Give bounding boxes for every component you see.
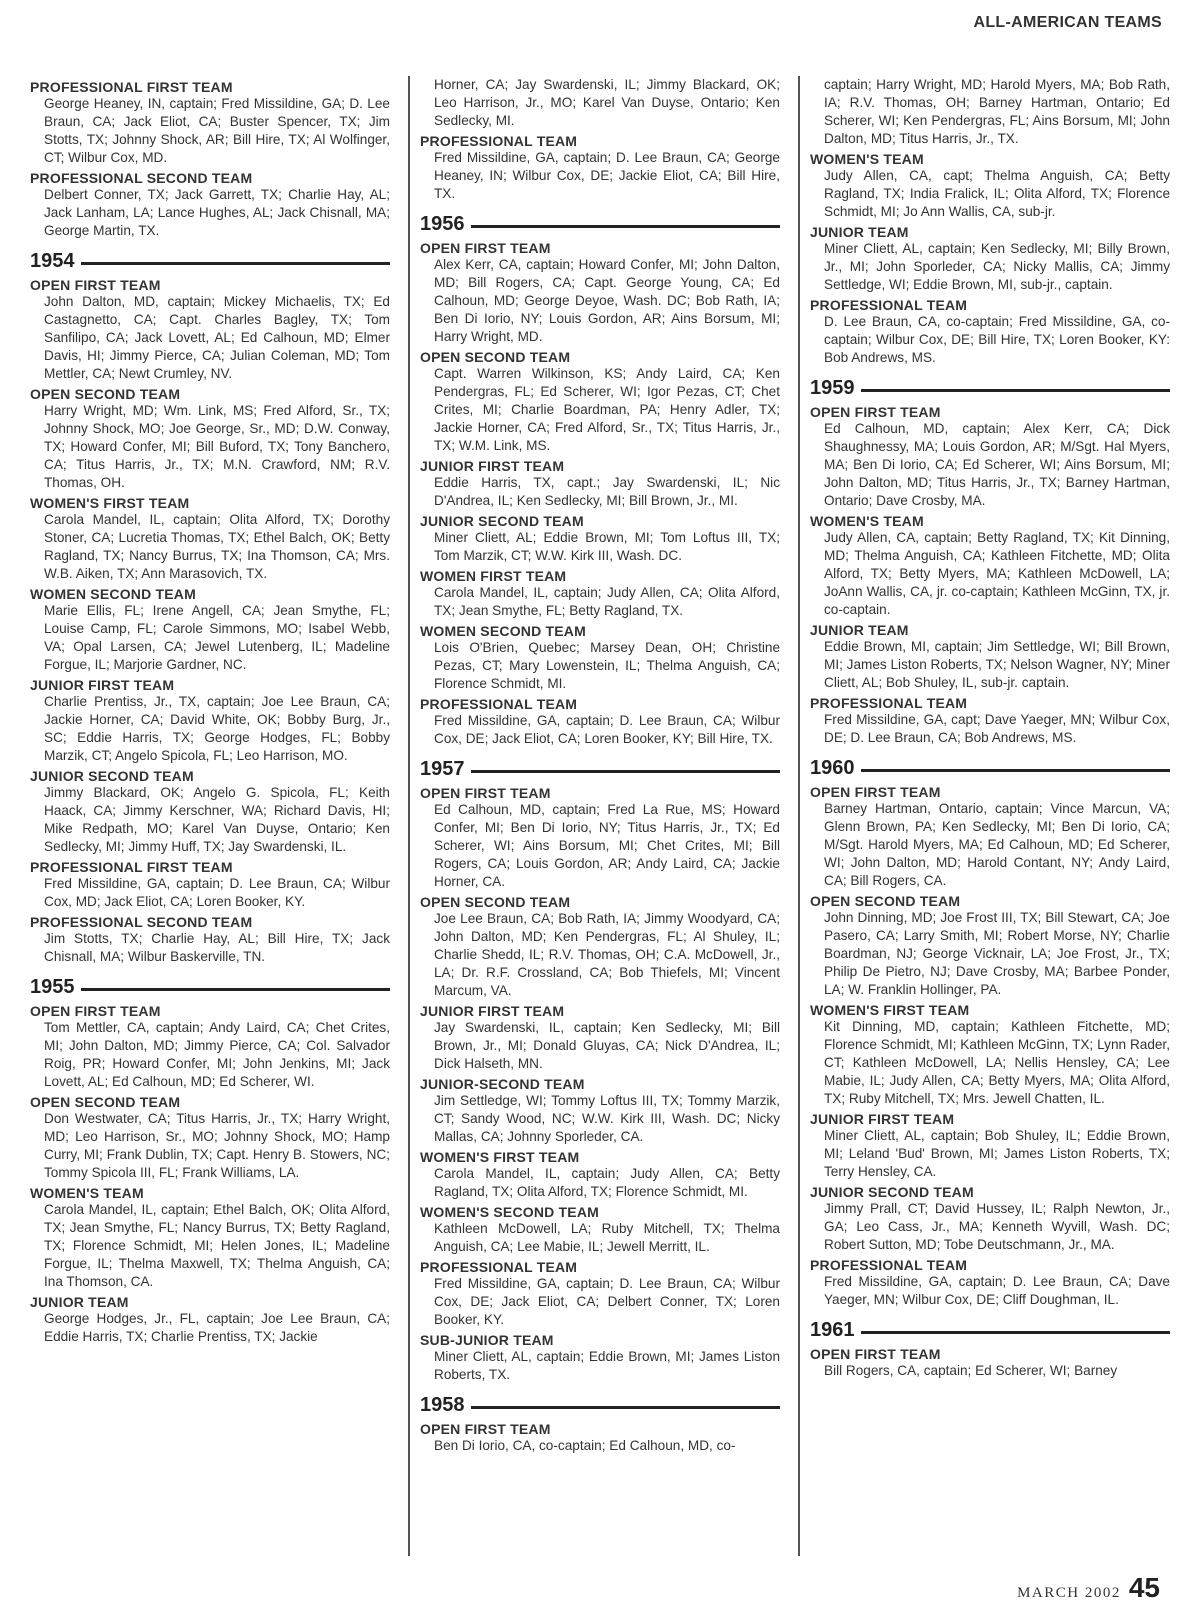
team-members: Judy Allen, CA, captain; Betty Ragland, TX; Kit Dinning, MD; Thelma Anguish, CA; Kathleen Fitchette, MD; Olita Alford, TX; Betty Myers, MA; Kathleen McDowell, LA; JoAnn Wallis, CA, jr. co-captain; Kathleen McGinn, TX, jr. co-captain. — [824, 530, 1170, 617]
team-members: John Dinning, MD; Joe Frost III, TX; Bill Stewart, CA; Joe Pasero, CA; Larry Smith, MI; Robert Morse, NY; Charlie Boardman, NJ; George Vicknair, LA; Joe Frost, Jr., TX; Philip De Pietro, NJ; Dave Crosby, MA; Barbee Ponder, LA; W. Franklin Hollinger, PA. — [824, 910, 1170, 997]
team-section — [30, 859, 390, 911]
team-section — [30, 586, 390, 674]
team-title: WOMEN'S SECOND TEAM — [420, 1204, 600, 1220]
team-title: WOMEN'S FIRST TEAM — [810, 1002, 970, 1018]
team-section — [420, 513, 780, 565]
section-header: ALL-AMERICAN TEAMS — [973, 14, 1162, 31]
team-title: WOMEN FIRST TEAM — [420, 568, 567, 584]
team-section — [420, 1421, 780, 1455]
page-number: 45 — [1128, 1572, 1160, 1603]
column-3 — [798, 76, 1170, 1556]
team-title: WOMEN'S TEAM — [30, 1185, 144, 1201]
team-section — [30, 677, 390, 765]
team-title: JUNIOR FIRST TEAM — [420, 1003, 565, 1019]
year-label: 1961 — [810, 1319, 855, 1341]
team-section — [810, 1111, 1170, 1181]
team-section — [30, 386, 390, 492]
team-title: WOMEN'S TEAM — [810, 151, 924, 167]
team-section — [30, 768, 390, 856]
column-2 — [408, 76, 780, 1556]
team-title: OPEN SECOND TEAM — [420, 349, 571, 365]
year-heading — [810, 377, 1170, 400]
team-members: Fred Missildine, GA, capt; Dave Yaeger, MN; Wilbur Cox, DE; D. Lee Braun, CA; Bob Andrews, MS. — [824, 712, 1170, 745]
team-section — [420, 1003, 780, 1073]
team-section — [810, 1002, 1170, 1108]
team-section — [810, 297, 1170, 367]
team-title: OPEN FIRST TEAM — [810, 1346, 941, 1362]
year-label: 1958 — [420, 1394, 465, 1416]
year-rule — [861, 389, 1171, 392]
team-members: Lois O'Brien, Quebec; Marsey Dean, OH; Christine Pezas, CT; Mary Lowenstein, IL; Thelma Anguish, CA; Florence Schmidt, MI. — [434, 640, 780, 691]
team-title: PROFESSIONAL SECOND TEAM — [30, 914, 253, 930]
team-section — [30, 1003, 390, 1091]
team-section — [420, 1259, 780, 1329]
team-members: Carola Mandel, IL, captain; Ethel Balch, OK; Olita Alford, TX; Jean Smythe, FL; Nancy Burrus, TX; Betty Ragland, TX; Florence Schmidt, MI; Helen Jones, IL; Madeline Forgue, IL; Thelma Maxwell, TX; Thelma Anguish, CA; Ina Thomson, CA. — [44, 1202, 390, 1289]
team-members: Tom Mettler, CA, captain; Andy Laird, CA; Chet Crites, MI; John Dalton, MD; Jimmy Pierce, CA; Col. Salvador Roig, PR; Howard Confer, MI; John Jenkins, MI; Jack Lovett, AL; Ed Calhoun, MD; Ed Scherer, WI. — [44, 1020, 390, 1089]
team-members: Miner Cliett, AL, captain; Bob Shuley, IL; Eddie Brown, MI; Leland 'Bud' Brown, MI; James Liston Roberts, TX; Terry Hensley, CA. — [824, 1128, 1170, 1179]
team-members: Barney Hartman, Ontario, captain; Vince Marcun, VA; Glenn Brown, PA; Ken Sedlecky, MI; Ben Di Iorio, CA; M/Sgt. Harold Myers, MA; Ed Calhoun, MD; Ed Scherer, WI; John Dalton, MD; Harold Contant, NY; Andy Laird, CA; Bill Rogers, CA. — [824, 801, 1170, 888]
year-rule — [861, 769, 1171, 772]
team-members: Judy Allen, CA, capt; Thelma Anguish, CA; Betty Ragland, TX; India Fralick, IL; Olita Alford, TX; Florence Schmidt, MI; Jo Ann Wallis, CA, sub-jr. — [824, 168, 1170, 219]
team-title: JUNIOR FIRST TEAM — [420, 458, 565, 474]
team-title: PROFESSIONAL TEAM — [810, 695, 968, 711]
team-section — [420, 1204, 780, 1256]
team-members: Carola Mandel, IL, captain; Judy Allen, CA; Olita Alford, TX; Jean Smythe, FL; Betty Ragland, TX. — [434, 585, 780, 618]
team-members: John Dalton, MD, captain; Mickey Michaelis, TX; Ed Castagnetto, CA; Capt. Charles Bagley, TX; Tom Sanfilipo, CA; Jack Lovett, AL; Ed Calhoun, MD; Elmer Davis, HI; Jimmy Pierce, CA; Julian Coleman, MD; Tom Mettler, CA; Newt Crumley, NV. — [44, 294, 390, 381]
team-section — [420, 240, 780, 346]
team-members: Horner, CA; Jay Swardenski, IL; Jimmy Blackard, OK; Leo Harrison, Jr., MO; Karel Van Duyse, Ontario; Ken Sedlecky, MI. — [434, 77, 780, 128]
team-section — [420, 349, 780, 455]
year-rule — [471, 1406, 781, 1409]
team-section — [810, 151, 1170, 221]
team-members: Jim Settledge, WI; Tommy Loftus III, TX; Tommy Marzik, CT; Sandy Wood, NC; W.W. Kirk III, Wash. DC; Nicky Mallas, CA; Johnny Sporleder, CA. — [434, 1093, 780, 1144]
team-members: Miner Cliett, AL; Eddie Brown, MI; Tom Loftus III, TX; Tom Marzik, CT; W.W. Kirk III, Wash. DC. — [434, 530, 780, 563]
team-members: Carola Mandel, IL, captain; Olita Alford, TX; Dorothy Stoner, CA; Lucretia Thomas, TX; Ethel Balch, OK; Betty Ragland, TX; Nancy Burrus, TX; Ina Thomson, CA; Mrs. W.B. Aiken, TX; Ann Marasovich, TX. — [44, 512, 390, 581]
team-section — [30, 1185, 390, 1291]
year-heading — [810, 757, 1170, 780]
team-members: Kit Dinning, MD, captain; Kathleen Fitchette, MD; Florence Schmidt, MI; Kathleen McGinn, TX; Lynn Rader, CT; Kathleen McDowell, LA; Nellis Hensley, CA; Lee Mabie, IL; Judy Allen, CA; Betty Myers, MA; Olita Alford, TX; Ruby Mitchell, TX; Mrs. Jewell Chatten, IL. — [824, 1019, 1170, 1106]
team-members: Carola Mandel, IL, captain; Judy Allen, CA; Betty Ragland, TX; Olita Alford, TX; Florence Schmidt, MI. — [434, 1166, 780, 1199]
year-heading — [420, 213, 780, 236]
team-title: SUB-JUNIOR TEAM — [420, 1332, 554, 1348]
team-title: PROFESSIONAL TEAM — [420, 133, 578, 149]
team-members: Miner Cliett, AL, captain; Eddie Brown, MI; James Liston Roberts, TX. — [434, 1349, 780, 1382]
team-title: WOMEN SECOND TEAM — [30, 586, 196, 602]
year-label: 1959 — [810, 377, 855, 399]
team-title: PROFESSIONAL TEAM — [420, 1259, 578, 1275]
team-members: Fred Missildine, GA, captain; D. Lee Braun, CA; George Heaney, IN; Wilbur Cox, DE; Jackie Eliot, CA; Bill Hire, TX. — [434, 150, 780, 201]
team-section — [420, 894, 780, 1000]
team-title: JUNIOR SECOND TEAM — [420, 513, 584, 529]
team-title: OPEN SECOND TEAM — [420, 894, 571, 910]
team-title: JUNIOR FIRST TEAM — [30, 677, 175, 693]
team-members: Harry Wright, MD; Wm. Link, MS; Fred Alford, Sr., TX; Johnny Shock, MO; Joe George, Sr., MD; D.W. Conway, TX; Howard Confer, MI; Bill Buford, TX; Tony Banchero, CA; Titus Harris, Jr., TX; M.N. Crawford, NM; R.V. Thomas, OH. — [44, 403, 390, 490]
team-section — [420, 76, 780, 130]
team-section — [810, 513, 1170, 619]
team-section — [420, 785, 780, 891]
team-section — [420, 1149, 780, 1201]
team-title: OPEN FIRST TEAM — [810, 404, 941, 420]
team-section — [810, 695, 1170, 747]
team-title: PROFESSIONAL FIRST TEAM — [30, 79, 233, 95]
team-section — [30, 495, 390, 583]
team-title: JUNIOR SECOND TEAM — [810, 1184, 974, 1200]
columns-container — [30, 76, 1170, 1556]
team-members: Miner Cliett, AL, captain; Ken Sedlecky, MI; Billy Brown, Jr., MI; John Sporleder, CA; Nicky Mallis, CA; Jimmy Settledge, WI; Eddie Brown, MI, sub-jr., captain. — [824, 241, 1170, 292]
team-members: captain; Harry Wright, MD; Harold Myers, MA; Bob Rath, IA; R.V. Thomas, OH; Barney Hartman, Ontario; Ed Scherer, WI; Ken Pendergras, FL; Ains Borsum, MI; John Dalton, MD; Titus Harris, Jr., TX. — [824, 77, 1170, 146]
team-section — [30, 79, 390, 167]
team-title: OPEN FIRST TEAM — [420, 1421, 551, 1437]
year-label: 1954 — [30, 250, 75, 272]
team-members: Joe Lee Braun, CA; Bob Rath, IA; Jimmy Woodyard, CA; John Dalton, MD; Ken Pendergras, FL; Al Shuley, IL; Charlie Shedd, IL; R.V. Thomas, OH; C.A. McDowell, Jr., LA; Dr. R.F. Crossland, CA; Bob Thiefels, MI; Vincent Marcum, VA. — [434, 911, 780, 998]
issue-date: MARCH 2002 — [1017, 1585, 1121, 1601]
team-members: Fred Missildine, GA, captain; D. Lee Braun, CA; Wilbur Cox, DE; Jack Eliot, CA; Loren Booker, KY; Bill Hire, TX. — [434, 713, 780, 746]
team-section — [810, 76, 1170, 148]
team-section — [810, 1184, 1170, 1254]
year-rule — [861, 1331, 1171, 1334]
team-title: PROFESSIONAL FIRST TEAM — [30, 859, 233, 875]
team-section — [810, 404, 1170, 510]
team-members: Jimmy Blackard, OK; Angelo G. Spicola, FL; Keith Haack, CA; Jimmy Kerschner, WA; Richard Davis, HI; Mike Redpath, MO; Karel Van Duyse, Ontario; Ken Sedlecky, MI; Jimmy Huff, TX; Jay Swardenski, IL. — [44, 785, 390, 854]
team-title: OPEN FIRST TEAM — [420, 785, 551, 801]
column-1 — [30, 76, 390, 1556]
team-members: D. Lee Braun, CA, co-captain; Fred Missildine, GA, co-captain; Wilbur Cox, DE; Bill Hire, TX; Loren Booker, KY: Bob Andrews, MS. — [824, 314, 1170, 365]
team-title: PROFESSIONAL SECOND TEAM — [30, 170, 253, 186]
team-members: Jay Swardenski, IL, captain; Ken Sedlecky, MI; Bill Brown, Jr., MI; Donald Gluyas, CA; Nick D'Andrea, IL; Dick Halseth, MN. — [434, 1020, 780, 1071]
team-section — [420, 458, 780, 510]
team-title: OPEN FIRST TEAM — [30, 277, 161, 293]
team-section — [420, 696, 780, 748]
team-section — [810, 1346, 1170, 1380]
team-members: Jim Stotts, TX; Charlie Hay, AL; Bill Hire, TX; Jack Chisnall, MA; Wilbur Baskerville, TN. — [44, 931, 390, 964]
team-section — [420, 133, 780, 203]
team-section — [810, 893, 1170, 999]
team-title: JUNIOR-SECOND TEAM — [420, 1076, 585, 1092]
team-title: JUNIOR TEAM — [810, 224, 909, 240]
year-rule — [471, 770, 781, 773]
team-members: Eddie Harris, TX, capt.; Jay Swardenski, IL; Nic D'Andrea, IL; Ken Sedlecky, MI; Bill Brown, Jr., MI. — [434, 475, 780, 508]
team-section — [420, 623, 780, 693]
year-label: 1956 — [420, 213, 465, 235]
team-title: OPEN SECOND TEAM — [30, 1094, 181, 1110]
team-title: JUNIOR TEAM — [810, 622, 909, 638]
team-members: Marie Ellis, FL; Irene Angell, CA; Jean Smythe, FL; Louise Camp, FL; Carole Simmons, MO; Isabel Webb, VA; Opal Larsen, CA; Jewel Lutenberg, IL; Madeline Forgue, IL; Marjorie Gardner, NC. — [44, 603, 390, 672]
team-title: JUNIOR SECOND TEAM — [30, 768, 194, 784]
team-members: Delbert Conner, TX; Jack Garrett, TX; Charlie Hay, AL; Jack Lanham, LA; Lance Hughes, AL; Jack Chisnall, MA; George Martin, TX. — [44, 187, 390, 238]
year-heading — [30, 976, 390, 999]
team-members: George Heaney, IN, captain; Fred Missildine, GA; D. Lee Braun, CA; Jack Eliot, CA; Buster Spencer, TX; Jim Stotts, TX; Johnny Shock, AR; Bill Hire, TX; Al Wolfinger, CT; Wilbur Cox, MD. — [44, 96, 390, 165]
team-section — [420, 1332, 780, 1384]
team-title: OPEN FIRST TEAM — [810, 784, 941, 800]
team-section — [420, 568, 780, 620]
team-members: Ed Calhoun, MD, captain; Fred La Rue, MS; Howard Confer, MI; Ben Di Iorio, NY; Titus Harris, Jr., TX; Ed Scherer, WI; Ains Borsum, MI; Chet Crites, MI; Bill Rogers, CA; Louis Gordon, AR; Andy Laird, CA; Jackie Horner, CA. — [434, 802, 780, 889]
team-title: WOMEN SECOND TEAM — [420, 623, 586, 639]
team-members: Don Westwater, CA; Titus Harris, Jr., TX; Harry Wright, MD; Leo Harrison, Sr., MO; Johnny Shock, MO; Hamp Curry, MI; Frank Dublin, TX; Capt. Henry B. Stowers, NC; Tommy Spicola III, FL; Frank Williams, LA. — [44, 1111, 390, 1180]
team-section — [810, 1257, 1170, 1309]
year-heading — [810, 1319, 1170, 1342]
team-members: Fred Missildine, GA, captain; D. Lee Braun, CA; Wilbur Cox, DE; Jack Eliot, CA; Delbert Conner, TX; Loren Booker, KY. — [434, 1276, 780, 1327]
team-section — [30, 170, 390, 240]
team-section — [420, 1076, 780, 1146]
team-title: JUNIOR FIRST TEAM — [810, 1111, 955, 1127]
team-members: Fred Missildine, GA, captain; D. Lee Braun, CA; Wilbur Cox, MD; Jack Eliot, CA; Loren Booker, KY. — [44, 876, 390, 909]
team-section — [30, 1094, 390, 1182]
year-heading — [30, 250, 390, 273]
year-heading — [420, 1394, 780, 1417]
team-title: OPEN FIRST TEAM — [420, 240, 551, 256]
team-section — [30, 914, 390, 966]
team-section — [810, 622, 1170, 692]
year-label: 1957 — [420, 758, 465, 780]
team-title: OPEN SECOND TEAM — [810, 893, 961, 909]
team-title: JUNIOR TEAM — [30, 1294, 129, 1310]
team-members: Charlie Prentiss, Jr., TX, captain; Joe Lee Braun, CA; Jackie Horner, CA; David White, OK; Bobby Burg, Jr., SC; Eddie Harris, TX; George Hodges, FL; Bobby Marzik, CT; Angelo Spicola, FL; Leo Harrison, MO. — [44, 694, 390, 763]
year-label: 1955 — [30, 976, 75, 998]
team-members: Ben Di Iorio, CA, co-captain; Ed Calhoun, MD, co- — [434, 1438, 736, 1453]
team-members: Fred Missildine, GA, captain; D. Lee Braun, CA; Dave Yaeger, MN; Wilbur Cox, DE; Cliff Doughman, IL. — [824, 1274, 1170, 1307]
year-rule — [471, 225, 781, 228]
team-title: PROFESSIONAL TEAM — [810, 297, 968, 313]
team-title: WOMEN'S FIRST TEAM — [30, 495, 190, 511]
year-heading — [420, 758, 780, 781]
team-title: WOMEN'S TEAM — [810, 513, 924, 529]
team-members: Jimmy Prall, CT; David Hussey, IL; Ralph Newton, Jr., GA; Leo Cass, Jr., MA; Kenneth Wyvill, Wash. DC; Robert Sutton, MD; Tobe Deutschmann, Jr., MA. — [824, 1201, 1170, 1252]
year-rule — [81, 262, 391, 265]
team-title: PROFESSIONAL TEAM — [810, 1257, 968, 1273]
team-title: PROFESSIONAL TEAM — [420, 696, 578, 712]
team-section — [810, 784, 1170, 890]
team-members: Ed Calhoun, MD, captain; Alex Kerr, CA; Dick Shaughnessy, MA; Louis Gordon, AR; M/Sgt. Hal Myers, MA; Ben Di Iorio, CA; Ed Scherer, WI; Ains Borsum, MI; John Dalton, MD; Titus Harris, Jr., TX; Barney Hartman, Ontario; Dave Crosby, MA. — [824, 421, 1170, 508]
page-footer — [1017, 1572, 1160, 1604]
year-label: 1960 — [810, 757, 855, 779]
team-members: George Hodges, Jr., FL, captain; Joe Lee Braun, CA; Eddie Harris, TX; Charlie Prentiss, TX; Jackie — [44, 1311, 390, 1344]
team-members: Alex Kerr, CA, captain; Howard Confer, MI; John Dalton, MD; Bill Rogers, CA; Capt. George Young, CA; Ed Calhoun, MD; George Deyoe, Wash. DC; Bob Rath, IA; Ben Di Iorio, NY; Louis Gordon, AR; Ains Borsum, MI; Harry Wright, MD. — [434, 257, 780, 344]
team-section — [30, 1294, 390, 1346]
team-members: Kathleen McDowell, LA; Ruby Mitchell, TX; Thelma Anguish, CA; Lee Mabie, IL; Jewell Merritt, IL. — [434, 1221, 780, 1254]
team-title: OPEN FIRST TEAM — [30, 1003, 161, 1019]
year-rule — [81, 988, 391, 991]
team-members: Eddie Brown, MI, captain; Jim Settledge, WI; Bill Brown, MI; James Liston Roberts, TX; Nelson Wagner, NY; Miner Cliett, AL; Bob Shuley, IL, sub-jr. captain. — [824, 639, 1170, 690]
team-members: Bill Rogers, CA, captain; Ed Scherer, WI; Barney — [824, 1363, 1118, 1378]
team-title: OPEN SECOND TEAM — [30, 386, 181, 402]
team-section — [810, 224, 1170, 294]
team-title: WOMEN'S FIRST TEAM — [420, 1149, 580, 1165]
team-section — [30, 277, 390, 383]
team-members: Capt. Warren Wilkinson, KS; Andy Laird, CA; Ken Pendergras, FL; Ed Scherer, WI; Igor Pezas, CT; Chet Crites, MI; Charlie Boardman, PA; Henry Adler, TX; Jackie Horner, CA; Fred Alford, Sr., TX; Titus Harris, Jr., TX; W.M. Link, MS. — [434, 366, 780, 453]
